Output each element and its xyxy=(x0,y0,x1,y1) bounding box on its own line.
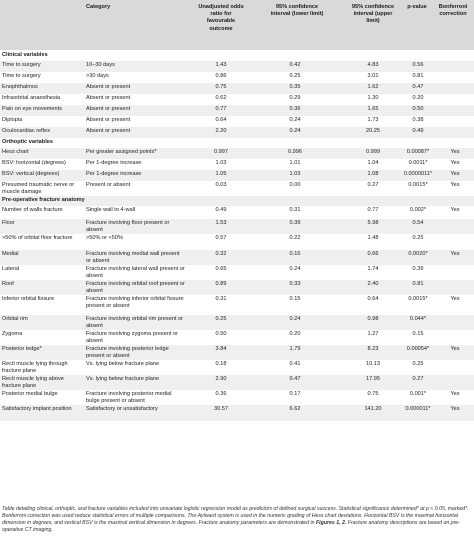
p-value-cell: 0.56 xyxy=(412,62,424,68)
bonferroni-cell: Yes xyxy=(450,207,460,213)
p-value-cell: 0.50 xyxy=(412,106,424,112)
table-row xyxy=(0,330,474,345)
ci-lower-cell: 1.79 xyxy=(289,346,301,352)
header-p-value: p-value xyxy=(407,4,427,10)
row-label: Posterior ledge* xyxy=(2,346,42,352)
table-row xyxy=(0,61,474,72)
ci-lower-cell: 0.39 xyxy=(289,220,301,226)
ci-lower-cell: 0.31 xyxy=(289,207,301,213)
p-value-cell: 0.00054* xyxy=(406,346,430,352)
row-label: Number of walls fracture xyxy=(2,207,63,213)
ci-lower-cell: 1.03 xyxy=(289,171,301,177)
p-value-cell: 0.15 xyxy=(412,331,424,337)
odds-ratio-cell: 1.03 xyxy=(215,160,227,166)
row-label: Enophthalmos xyxy=(2,84,38,90)
header-odds-ratio: Unadjusted odds ratio for favourable outcome xyxy=(198,4,244,32)
odds-ratio-cell: 0.86 xyxy=(215,73,227,79)
table-row xyxy=(0,116,474,127)
ci-lower-cell: 0.29 xyxy=(289,95,301,101)
bonferroni-cell: Yes xyxy=(450,346,460,352)
row-category: Fracture involving lateral wall present or absent xyxy=(86,266,185,279)
bonferroni-cell: Yes xyxy=(450,171,460,177)
table-row xyxy=(0,72,474,83)
ci-upper-cell: 1.62 xyxy=(367,84,379,90)
p-value-cell: 0.0020* xyxy=(408,251,428,257)
ci-upper-cell: 17.95 xyxy=(366,376,380,382)
ci-lower-cell: 0.24 xyxy=(289,316,301,322)
p-value-cell: 0.38 xyxy=(412,117,424,123)
row-category: Satisfactory or unsatisfactory xyxy=(86,406,158,412)
section-heading: Orthoptic variables xyxy=(2,139,53,145)
p-value-cell: 0.001* xyxy=(409,391,427,397)
table-row xyxy=(0,295,474,315)
row-category: >50% or <50% xyxy=(86,235,124,241)
p-value-cell: 0.20 xyxy=(412,95,424,101)
p-value-cell: 0.39 xyxy=(412,266,424,272)
ci-lower-cell: 0.22 xyxy=(289,235,301,241)
ci-upper-cell: 20.25 xyxy=(366,128,380,134)
row-label: Diplopia xyxy=(2,117,23,123)
table-row xyxy=(0,234,474,250)
odds-ratio-cell: 0.64 xyxy=(215,117,227,123)
p-value-cell: 0.47 xyxy=(412,84,424,90)
p-value-cell: 0.81 xyxy=(412,281,424,287)
ci-upper-cell: 0.27 xyxy=(367,182,379,188)
section-row xyxy=(0,196,474,206)
ci-lower-cell: 0.996 xyxy=(288,149,302,155)
row-label: Roof xyxy=(2,281,14,287)
row-label: Oculocardiac reflex xyxy=(2,128,50,134)
row-category: Fracture involving posterior ledge present or absent xyxy=(86,346,169,359)
ci-lower-cell: 0.24 xyxy=(289,266,301,272)
row-category: Fracture involving posterior medial bulge present or absent xyxy=(86,391,172,404)
p-value-cell: 0.002* xyxy=(409,207,427,213)
ci-upper-cell: 0.66 xyxy=(367,251,379,257)
table-row xyxy=(0,345,474,360)
row-label: Posterior medial bulge xyxy=(2,391,58,397)
ci-lower-cell: 0.47 xyxy=(289,376,301,382)
row-category: Fracture involving inferior orbital fissure present or absent xyxy=(86,296,184,309)
table-row xyxy=(0,159,474,170)
p-value-cell: 0.27 xyxy=(412,376,424,382)
row-category: Absent or present xyxy=(86,84,131,90)
ci-upper-cell: 1.27 xyxy=(367,331,379,337)
section-heading: Clinical variables xyxy=(2,52,48,58)
table-row xyxy=(0,170,474,181)
row-label: Satisfactory implant position xyxy=(2,406,72,412)
p-value-cell: 0.00087* xyxy=(406,149,430,155)
bonferroni-cell: Yes xyxy=(450,251,460,257)
row-category: Fracture involving floor present or absent xyxy=(86,220,170,233)
ci-upper-cell: 0.77 xyxy=(367,207,379,213)
ci-upper-cell: 0.75 xyxy=(367,391,379,397)
odds-ratio-cell: 0.50 xyxy=(215,331,227,337)
row-label: >50% of orbital floor fracture xyxy=(2,235,73,241)
row-label: Hess chart xyxy=(2,149,29,155)
odds-ratio-cell: 0.997 xyxy=(214,149,228,155)
ci-upper-cell: 3.01 xyxy=(367,73,379,79)
ci-lower-cell: 0.00 xyxy=(289,182,301,188)
bonferroni-cell: Yes xyxy=(450,406,460,412)
p-value-cell: 0.25 xyxy=(412,235,424,241)
p-value-cell: 0.000011* xyxy=(405,406,431,412)
ci-upper-cell: 141.20 xyxy=(364,406,382,412)
row-category: Fracture involving zygoma present or absent xyxy=(86,331,179,344)
table-caption: Table detailing clinical, orthoptic, and fracture variables included into univariate logistic regression model as predictors of defined surgical success. Statistical significance determined* at p < 0.05, marked*. Bonferroni correction was used reduce statistical errors of multiple comparisons. The Aylward system is used in the numeric grading of Hess chart deviations. Horizontal BSV is the maximal horizontal dimension in degrees, and vertical BSV is the maximal vertical dimension in degrees. Fracture anatomy parameters are demonstrated in Figures 1, 2. Fracture anatomy descriptions are based on pre-operative CT imaging. xyxy=(2,506,469,533)
row-category: Vs. lying below fracture plane xyxy=(86,376,160,382)
table-row xyxy=(0,206,474,219)
ci-upper-cell: 0.64 xyxy=(367,296,379,302)
row-label: Recti muscle lying above fracture plane xyxy=(2,376,64,389)
ci-lower-cell: 0.17 xyxy=(289,391,301,397)
ci-lower-cell: 6.62 xyxy=(289,406,301,412)
row-category: >30 days xyxy=(86,73,109,79)
ci-upper-cell: 1.73 xyxy=(367,117,379,123)
row-label: Medial xyxy=(2,251,19,257)
odds-ratio-cell: 0.77 xyxy=(215,106,227,112)
ci-lower-cell: 0.25 xyxy=(289,73,301,79)
odds-ratio-cell: 1.43 xyxy=(215,62,227,68)
odds-ratio-cell: 0.32 xyxy=(215,251,227,257)
ci-upper-cell: 5.98 xyxy=(367,220,379,226)
odds-ratio-cell: 30.57 xyxy=(214,406,228,412)
table-row xyxy=(0,181,474,196)
row-label: Zygoma xyxy=(2,331,23,337)
header-ci-lower: 95% confidence interval (lower limit) xyxy=(270,4,324,18)
table-row xyxy=(0,390,474,405)
table-row xyxy=(0,315,474,330)
odds-ratio-cell: 0.62 xyxy=(215,95,227,101)
ci-upper-cell: 1.04 xyxy=(367,160,379,166)
table-row xyxy=(0,83,474,94)
bonferroni-cell: Yes xyxy=(450,182,460,188)
row-label: Presumed traumatic nerve or muscle damage xyxy=(2,182,75,195)
row-label: Pain on eye movements xyxy=(2,106,63,112)
row-label: Inferior orbital fissure xyxy=(2,296,55,302)
ci-upper-cell: 10.13 xyxy=(366,361,380,367)
header-ci-upper: 95% confidence interval (upper limit) xyxy=(351,4,395,25)
row-label: Orbital rim xyxy=(2,316,28,322)
ci-lower-cell: 1.01 xyxy=(289,160,301,166)
ci-lower-cell: 0.36 xyxy=(289,106,301,112)
row-label: Time to surgery xyxy=(2,73,41,79)
p-value-cell: 0.49 xyxy=(412,128,424,134)
row-label: Infraorbital anaesthesia xyxy=(2,95,61,101)
odds-ratio-cell: 0.57 xyxy=(215,235,227,241)
row-category: Absent or present xyxy=(86,128,131,134)
odds-ratio-cell: 0.18 xyxy=(215,361,227,367)
odds-ratio-cell: 2.90 xyxy=(215,376,227,382)
ci-upper-cell: 8.23 xyxy=(367,346,379,352)
p-value-cell: 0.25 xyxy=(412,361,424,367)
row-label: Recti muscle lying through fracture plane xyxy=(2,361,68,374)
row-label: Time to surgery xyxy=(2,62,41,68)
ci-upper-cell: 1.08 xyxy=(367,171,379,177)
p-value-cell: 0.54 xyxy=(412,220,424,226)
odds-ratio-cell: 1.53 xyxy=(215,220,227,226)
row-category: Absent or present xyxy=(86,106,131,112)
odds-ratio-cell: 0.36 xyxy=(215,391,227,397)
row-category: Per 1-degree increase xyxy=(86,171,142,177)
odds-ratio-cell: 0.25 xyxy=(215,316,227,322)
row-category: Present or absent xyxy=(86,182,131,188)
row-category: Vs. lying below fracture plane xyxy=(86,361,160,367)
table-row xyxy=(0,375,474,390)
row-label: BSV: horizontal (degrees) xyxy=(2,160,66,166)
odds-ratio-cell: 3.84 xyxy=(215,346,227,352)
ci-upper-cell: 0.98 xyxy=(367,316,379,322)
ci-upper-cell: 4.83 xyxy=(367,62,379,68)
p-value-cell: 0.0000011* xyxy=(403,171,433,177)
ci-lower-cell: 0.16 xyxy=(289,251,301,257)
ci-lower-cell: 0.42 xyxy=(289,62,301,68)
p-value-cell: 0.044* xyxy=(409,316,427,322)
table-row xyxy=(0,360,474,375)
header-bonferroni: Bonferroni correction xyxy=(438,4,468,18)
row-label: Floor xyxy=(2,220,15,226)
ci-upper-cell: 1.74 xyxy=(367,266,379,272)
ci-lower-cell: 0.24 xyxy=(289,128,301,134)
ci-upper-cell: 2.40 xyxy=(367,281,379,287)
odds-ratio-cell: 0.65 xyxy=(215,266,227,272)
odds-ratio-cell: 0.75 xyxy=(215,84,227,90)
row-category: Fracture involving orbital rim present or absent xyxy=(86,316,183,329)
p-value-cell: 0.0015* xyxy=(408,296,428,302)
section-heading: Pre-operative fracture anatomy xyxy=(2,197,85,203)
p-value-cell: 0.0015* xyxy=(408,182,428,188)
bonferroni-cell: Yes xyxy=(450,149,460,155)
ci-lower-cell: 0.20 xyxy=(289,331,301,337)
p-value-cell: 0.0011* xyxy=(408,160,428,166)
odds-ratio-cell: 0.49 xyxy=(215,207,227,213)
section-row xyxy=(0,51,474,61)
odds-ratio-cell: 1.05 xyxy=(215,171,227,177)
ci-lower-cell: 0.35 xyxy=(289,84,301,90)
row-category: Single wall to 4-wall xyxy=(86,207,136,213)
ci-lower-cell: 0.33 xyxy=(289,281,301,287)
row-category: Per 1-degree increase xyxy=(86,160,142,166)
table-row xyxy=(0,127,474,138)
ci-upper-cell: 0.999 xyxy=(366,149,380,155)
header-category: Category xyxy=(86,4,111,10)
table-row xyxy=(0,219,474,234)
row-label: BSV: vertical (degrees) xyxy=(2,171,60,177)
ci-lower-cell: 0.24 xyxy=(289,117,301,123)
row-category: Absent or present xyxy=(86,95,131,101)
table-row xyxy=(0,280,474,295)
bonferroni-cell: Yes xyxy=(450,391,460,397)
table-row xyxy=(0,105,474,116)
bonferroni-cell: Yes xyxy=(450,296,460,302)
bonferroni-cell: Yes xyxy=(450,160,460,166)
ci-upper-cell: 1.65 xyxy=(367,106,379,112)
table-row xyxy=(0,250,474,265)
row-category: 10–30 days xyxy=(86,62,115,68)
odds-ratio-cell: 0.31 xyxy=(215,296,227,302)
table-row xyxy=(0,405,474,421)
row-category: Per greater assigned points* xyxy=(86,149,157,155)
row-category: Absent or present xyxy=(86,117,131,123)
table-row xyxy=(0,94,474,105)
table-row xyxy=(0,148,474,159)
row-category: Fracture involving orbital roof present or absent xyxy=(86,281,185,294)
ci-upper-cell: 1.48 xyxy=(367,235,379,241)
table-header xyxy=(0,0,474,50)
section-row xyxy=(0,138,474,148)
ci-lower-cell: 0.41 xyxy=(289,361,301,367)
ci-lower-cell: 0.15 xyxy=(289,296,301,302)
p-value-cell: 0.81 xyxy=(412,73,424,79)
odds-ratio-cell: 0.03 xyxy=(215,182,227,188)
odds-ratio-cell: 0.89 xyxy=(215,281,227,287)
figure-reference: Figures 1, 2. xyxy=(316,520,347,526)
row-category: Fracture involving medial wall present or absent xyxy=(86,251,180,264)
ci-upper-cell: 1.30 xyxy=(367,95,379,101)
row-label: Lateral xyxy=(2,266,20,272)
table-row xyxy=(0,265,474,280)
odds-ratio-cell: 2.20 xyxy=(215,128,227,134)
